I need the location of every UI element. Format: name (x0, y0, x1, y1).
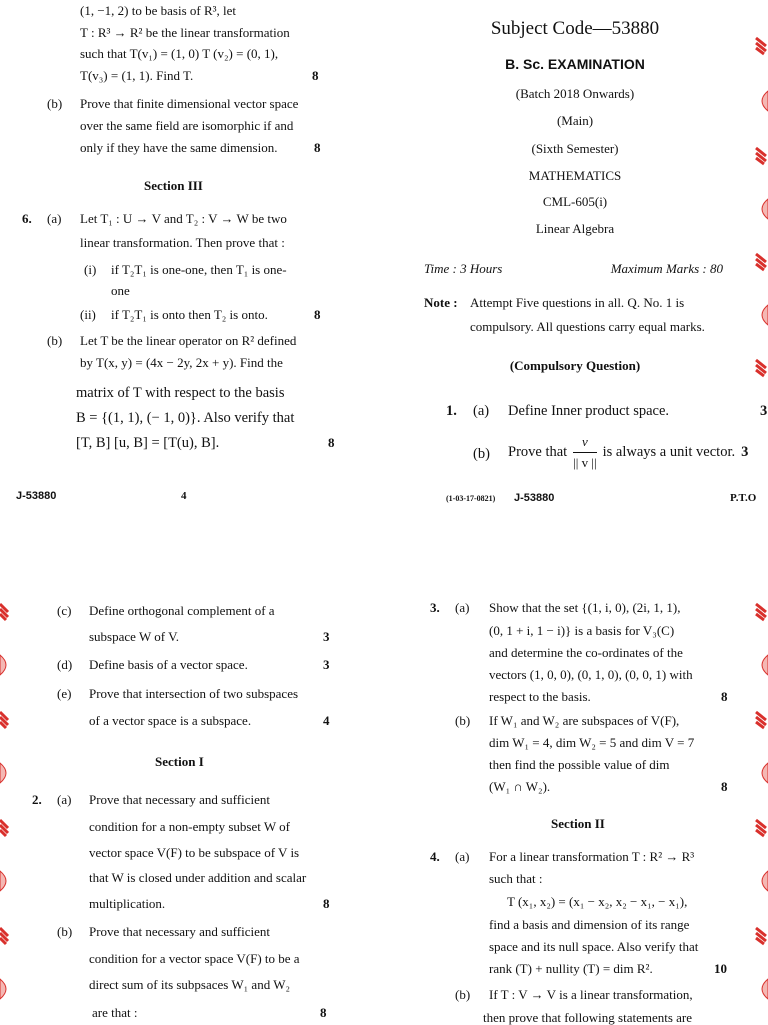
pink-arc-icon (754, 198, 768, 220)
marks: 8 (721, 689, 728, 704)
compulsory-heading: (Compulsory Question) (509, 358, 641, 373)
marks: 8 (314, 307, 321, 322)
sub-label: (b) (47, 96, 63, 111)
text-line: and determine the co-ordinates of the (489, 645, 683, 660)
sub-label: (b) (47, 333, 63, 348)
text-line: find a basis and dimension of its range (489, 917, 690, 932)
red-mark-icon (0, 708, 14, 730)
text-line: (0, 1 + i, 1 − i)} is a basis for V₃(C) (489, 623, 675, 638)
text-line: T : R³ → R² be the linear transformation (80, 25, 290, 40)
text-line: Prove that (508, 443, 568, 460)
marks: 3 (760, 403, 768, 419)
marks: 3 (741, 443, 749, 460)
red-mark-icon (754, 250, 768, 272)
pink-arc-icon (754, 654, 768, 676)
red-mark-icon (754, 924, 768, 946)
text-line: rank (T) + nullity (T) = dim R². (489, 961, 653, 976)
text-line: direct sum of its subpsaces W₁ and W₂ (89, 977, 291, 992)
red-mark-icon (0, 924, 14, 946)
sub-label: (c) (57, 603, 72, 618)
marks: 8 (312, 68, 319, 83)
sub-label: (d) (57, 657, 73, 672)
text-line: Let T be the linear operator on R² defined (80, 333, 297, 348)
red-mark-icon (754, 356, 768, 378)
note-line: compulsory. All questions carry equal marks. (470, 319, 705, 334)
max-marks: Maximum Marks : 80 (610, 261, 723, 276)
main-label: (Main) (556, 113, 594, 128)
question-number: 2. (32, 792, 42, 807)
text-line: one (111, 283, 130, 298)
text-line: multiplication. (89, 896, 166, 911)
text-line: Define Inner product space. (508, 403, 670, 419)
text-line: over the same field are isomorphic if and (80, 118, 294, 133)
text-line: [T, B] [u, B] = [T(u), B]. (76, 435, 220, 451)
text-line: For a linear transformation T : R² → R³ (489, 849, 695, 864)
section-heading: Section III (144, 178, 203, 193)
page-number: 4 (181, 490, 187, 502)
subject-name: MATHEMATICS (528, 168, 622, 183)
sub-label: (b) (455, 713, 471, 728)
footer-code: J-53880 (514, 492, 555, 504)
text-line: If W₁ and W₂ are subspaces of V(F), (489, 713, 680, 728)
sub-label: (b) (455, 987, 471, 1002)
semester: (Sixth Semester) (531, 141, 619, 156)
pink-arc-icon (0, 978, 14, 1000)
text-line: Prove that finite dimensional vector space (80, 96, 299, 111)
pink-arc-icon (754, 978, 768, 1000)
red-mark-icon (0, 816, 14, 838)
pink-arc-icon (0, 762, 14, 784)
text-line: is always a unit vector. (602, 443, 736, 460)
sub-label: (a) (455, 600, 470, 615)
marks: 8 (721, 779, 728, 794)
section-heading: Section I (155, 754, 204, 769)
text-line: T(v₃) = (1, 1). Find T. (80, 68, 194, 83)
sub-label: (a) (47, 211, 62, 226)
text-line: linear transformation. Then prove that : (80, 235, 285, 250)
text-line: vectors (1, 0, 0), (0, 1, 0), (0, 0, 1) with (489, 667, 693, 682)
footer-code: J-53880 (16, 490, 57, 502)
text-line: If T : V → V is a linear transformation, (489, 987, 693, 1002)
note-label: Note : (424, 295, 458, 310)
text-line: respect to the basis. (489, 689, 591, 704)
section-heading: Section II (551, 816, 605, 831)
sub-label: (a) (57, 792, 72, 807)
fraction-denominator: || v || (573, 454, 597, 470)
text-line: dim W₁ = 4, dim W₂ = 5 and dim V = 7 (489, 735, 695, 750)
text-line: B = {(1, 1), (− 1, 0)}. Also verify that (76, 410, 295, 426)
q1b-line (508, 432, 748, 472)
pink-arc-icon (0, 654, 14, 676)
marks: 4 (323, 713, 330, 728)
text-line: Let T₁ : U → V and T₂ : V → W be two (80, 211, 287, 226)
fraction (573, 434, 596, 471)
question-number: 6. (22, 211, 32, 226)
text-line: Define orthogonal complement of a (89, 603, 275, 618)
text-line: Prove that intersection of two subspaces (89, 686, 299, 701)
marks: 3 (323, 629, 330, 644)
red-mark-icon (754, 708, 768, 730)
sub-label: (e) (57, 686, 72, 701)
red-mark-icon (754, 34, 768, 56)
sub-label: (i) (84, 262, 97, 277)
footer-id: (1-03-17-0821) (446, 494, 496, 503)
red-mark-icon (0, 600, 14, 622)
marks: 8 (320, 1005, 327, 1020)
text-line: are that : (92, 1005, 138, 1020)
paper-title: Linear Algebra (535, 221, 615, 236)
text-line: Prove that necessary and sufficient (89, 924, 270, 939)
pto: P.T.O (730, 492, 757, 504)
sub-label: (ii) (80, 307, 96, 322)
text-line: by T(x, y) = (4x − 2y, 2x + y). Find the (80, 355, 283, 370)
subject-code: Subject Code—53880 (490, 18, 660, 39)
pink-arc-icon (754, 90, 768, 112)
text-line: Define basis of a vector space. (89, 657, 248, 672)
batch: (Batch 2018 Onwards) (515, 86, 635, 101)
sub-label: (b) (57, 924, 73, 939)
time-label: Time : 3 Hours (424, 261, 503, 276)
text-line: such that : (489, 871, 543, 886)
pink-arc-icon (754, 870, 768, 892)
red-mark-icon (754, 816, 768, 838)
pink-arc-icon (754, 762, 768, 784)
text-line: (W₁ ∩ W₂). (489, 779, 551, 794)
text-line: then find the possible value of dim (489, 757, 670, 772)
text-line: if T₂T₁ is onto then T₂ is onto. (111, 307, 268, 322)
question-number: 3. (430, 600, 440, 615)
red-mark-icon (754, 600, 768, 622)
pink-arc-icon (0, 870, 14, 892)
text-line: vector space V(F) to be subspace of V is (89, 845, 300, 860)
sub-label: (b) (473, 446, 490, 462)
marks: 10 (714, 961, 727, 976)
pink-arc-icon (754, 304, 768, 326)
equation: T (x₁, x₂) = (x₁ − x₂, x₂ − x₁, − x₁), (507, 894, 688, 909)
text-line: (1, −1, 2) to be basis of R³, let (80, 3, 237, 18)
note-line: Attempt Five questions in all. Q. No. 1 is (470, 295, 685, 310)
text-line: then prove that following statements are (483, 1010, 693, 1025)
text-line: condition for a non-empty subset W of (89, 819, 290, 834)
sub-label: (a) (455, 849, 470, 864)
marks: 3 (323, 657, 330, 672)
question-number: 1. (446, 403, 457, 419)
red-mark-icon (754, 144, 768, 166)
text-line: such that T(v₁) = (1, 0) T (v₂) = (0, 1), (80, 46, 279, 61)
question-number: 4. (430, 849, 440, 864)
text-line: if T₂T₁ is one-one, then T₁ is one- (111, 262, 287, 277)
marks: 8 (314, 140, 321, 155)
text-line: space and its null space. Also verify that (489, 939, 699, 954)
text-line: that W is closed under addition and scalar (89, 870, 307, 885)
marks: 8 (323, 896, 330, 911)
text-line: matrix of T with respect to the basis (76, 385, 285, 401)
text-line: Prove that necessary and sufficient (89, 792, 270, 807)
text-line: subspace W of V. (89, 629, 180, 644)
sub-label: (a) (473, 403, 490, 419)
text-line: of a vector space is a subspace. (89, 713, 252, 728)
text-line: condition for a vector space V(F) to be a (89, 951, 300, 966)
paper-code: CML-605(i) (542, 194, 608, 209)
exam-title: B. Sc. EXAMINATION (505, 56, 645, 72)
text-line: Show that the set {(1, i, 0), (2i, 1, 1), (489, 600, 681, 615)
fraction-numerator: v (573, 434, 596, 453)
marks: 8 (328, 435, 335, 450)
text-line: only if they have the same dimension. (80, 140, 278, 155)
